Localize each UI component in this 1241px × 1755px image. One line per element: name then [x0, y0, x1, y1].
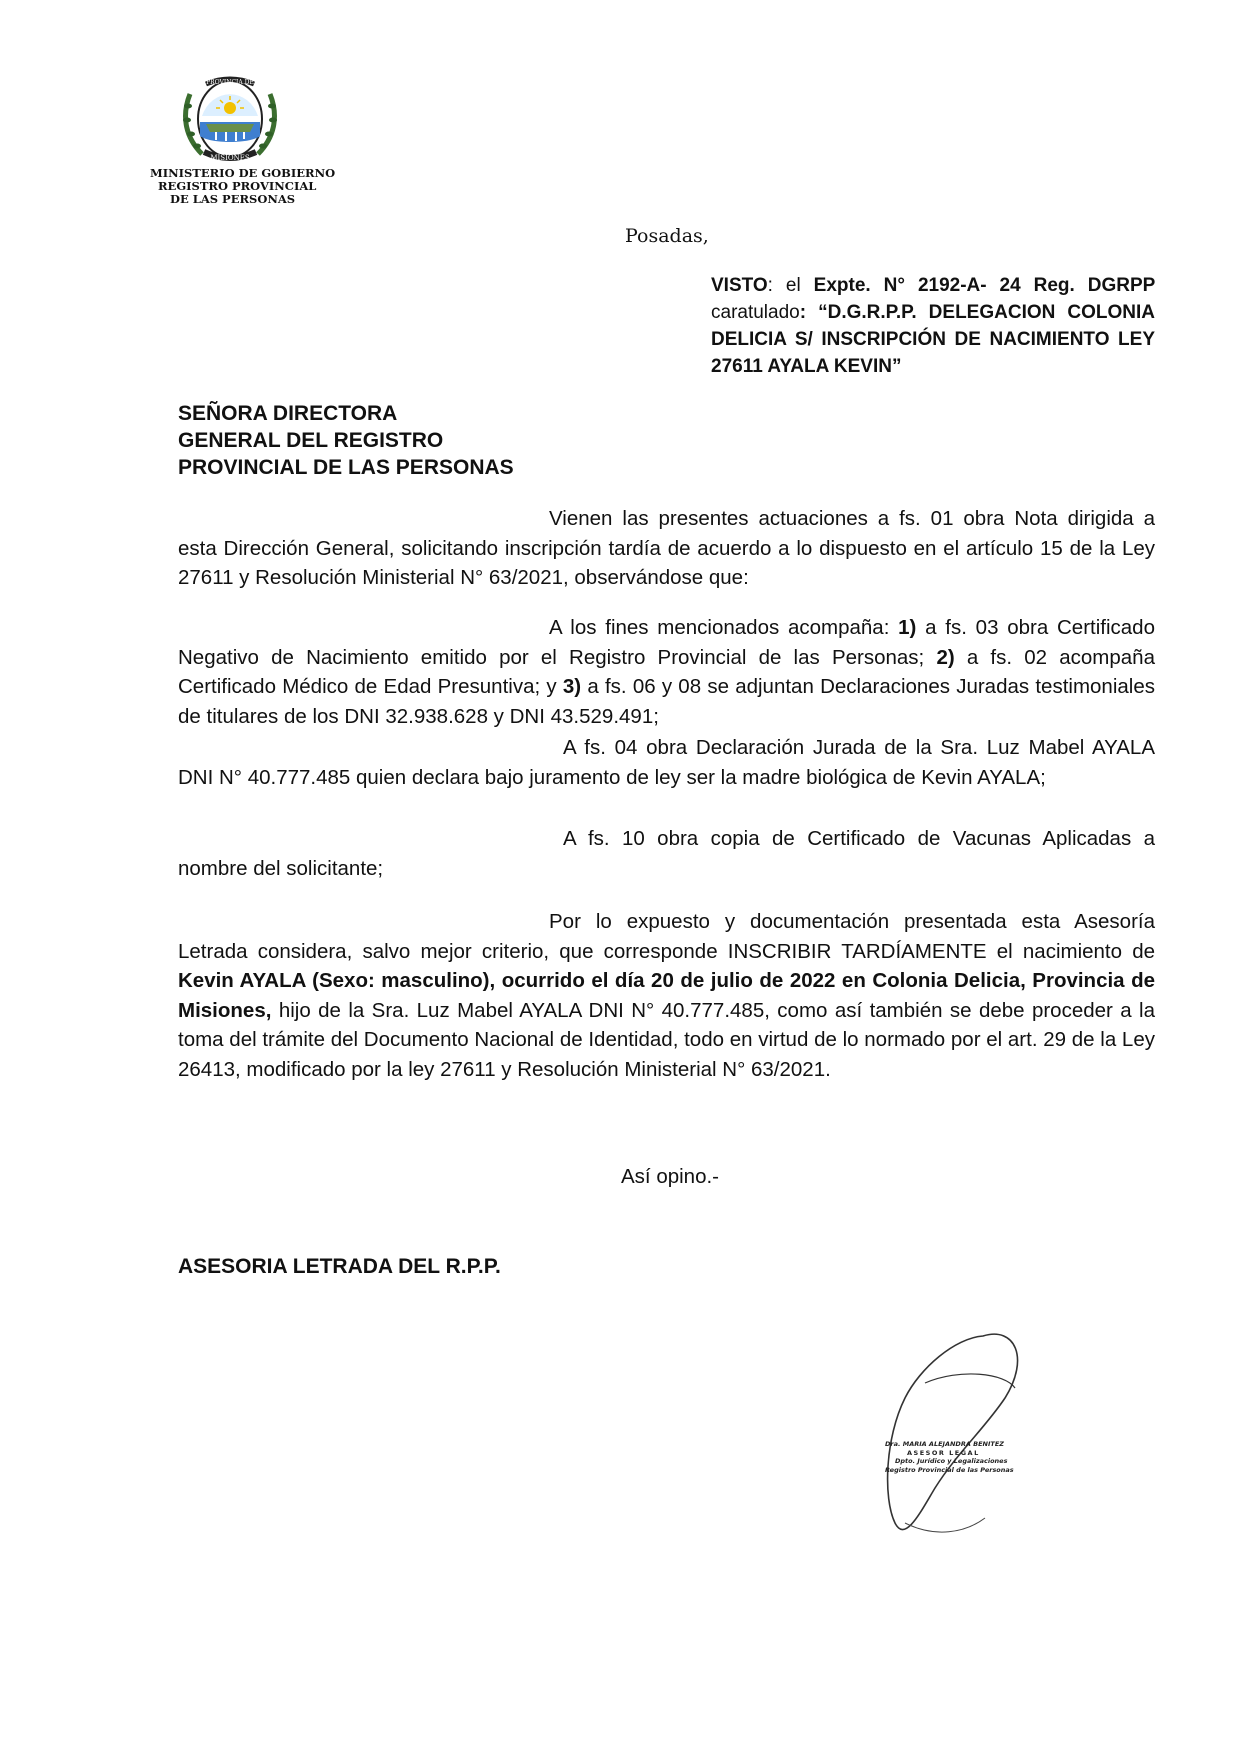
text-span: a fs. 03 obra Certificado Negativo de Nacimiento emitido por el Registro Provincial de las Personas;	[178, 616, 1155, 669]
colon: :	[799, 302, 819, 323]
text-span: a fs. 06 y 08 se adjuntan Declaraciones Juradas testimoniales de titulares de los DNI 32.938.628 y DNI 43.529.491;	[178, 675, 1155, 728]
paragraph-attachments	[178, 613, 1155, 731]
text-span: A los fines mencionados acompaña:	[549, 616, 899, 639]
seal-bottom-text: MISIONES	[210, 154, 250, 162]
item-number: 3)	[562, 675, 582, 698]
paragraph-declaration	[178, 733, 1155, 792]
caratulado-label: caratulado	[711, 302, 800, 323]
paragraph-conclusion	[178, 907, 1155, 1084]
ministry-heading	[150, 167, 335, 206]
text-span: hijo de la Sra. Luz Mabel AYALA DNI N° 40.777.485, como así también se debe proceder a la toma del trámite del Documento Nacional de Identidad, todo en virtud de lo normado por el art. 29 de la Ley 26413, modificado por la ley 27611 y Resolución Ministerial N° 63/2021.	[178, 998, 1155, 1081]
addressee-line: SEÑORA DIRECTORA	[178, 402, 398, 425]
stamp-line: Registro Provincial de las Personas	[885, 1465, 1014, 1474]
text-span: a fs. 02 acompaña Certificado Médico de Edad Presuntiva; y	[178, 645, 1155, 698]
closing-text: Así opino.-	[621, 1165, 719, 1188]
paragraph-intro	[178, 504, 1155, 593]
visto-label: VISTO	[711, 275, 768, 296]
addressee	[178, 400, 514, 481]
stamp-line: Dpto. Jurídico y Legalizaciones	[895, 1457, 1008, 1465]
place-date: Posadas,	[625, 225, 709, 247]
case-title: “D.G.R.P.P. DELEGACION COLONIA DELICIA S/ INSCRIPCIÓN DE NACIMIENTO LEY 27611 AYALA KEVIN”	[711, 302, 1155, 377]
visto-block	[711, 272, 1155, 380]
paragraph-text: Vienen las presentes actuaciones a fs. 01 obra Nota dirigida a esta Dirección General, solicitando inscripción tardía de acuerdo a lo dispuesto en el artículo 15 de la Ley 27611 y Resolución Ministerial N° 63/2021, observándose que:	[178, 507, 1155, 589]
stamp-line: Dra. MARIA ALEJANDRA BENITEZ	[885, 1440, 1004, 1448]
paragraph-vaccines	[178, 824, 1155, 883]
item-number: 1)	[898, 616, 917, 639]
seal-top-text: PROVINCIA DE	[206, 79, 254, 86]
paragraph-text: A fs. 04 obra Declaración Jurada de la Sra. Luz Mabel AYALA DNI N° 40.777.485 quien declara bajo juramento de ley ser la madre biológica de Kevin AYALA;	[178, 736, 1155, 789]
visto-text: : el	[767, 275, 814, 296]
ministry-line: MINISTERIO DE GOBIERNO	[150, 166, 336, 180]
addressee-line: PROVINCIAL DE LAS PERSONAS	[178, 456, 514, 479]
legal-advisor-stamp	[885, 1440, 1045, 1474]
text-span: Por lo expuesto y documentación presentada esta Asesoría Letrada considera, salvo mejor criterio, que corresponde INSCRIBIR TARDÍAMENTE el nacimiento de	[178, 910, 1155, 963]
paragraph-text: A fs. 10 obra copia de Certificado de Vacunas Aplicadas a nombre del solicitante;	[178, 827, 1155, 880]
signatory-office: ASESORIA LETRADA DEL R.P.P.	[178, 1255, 501, 1278]
expediente-number: Expte. N° 2192-A- 24 Reg. DGRPP	[813, 275, 1156, 296]
bold-birth-details: Kevin AYALA (Sexo: masculino), ocurrido el día 20 de julio de 2022 en Colonia Delicia, Provincia de Misiones,	[178, 969, 1155, 1022]
stamp-line: ASESOR LEGAL	[907, 1448, 980, 1457]
addressee-line: GENERAL DEL REGISTRO	[178, 429, 444, 452]
ministry-line: DE LAS PERSONAS	[170, 192, 296, 206]
provincial-seal-icon	[180, 74, 280, 164]
item-number: 2)	[936, 645, 955, 669]
ministry-line: REGISTRO PROVINCIAL	[158, 179, 317, 193]
